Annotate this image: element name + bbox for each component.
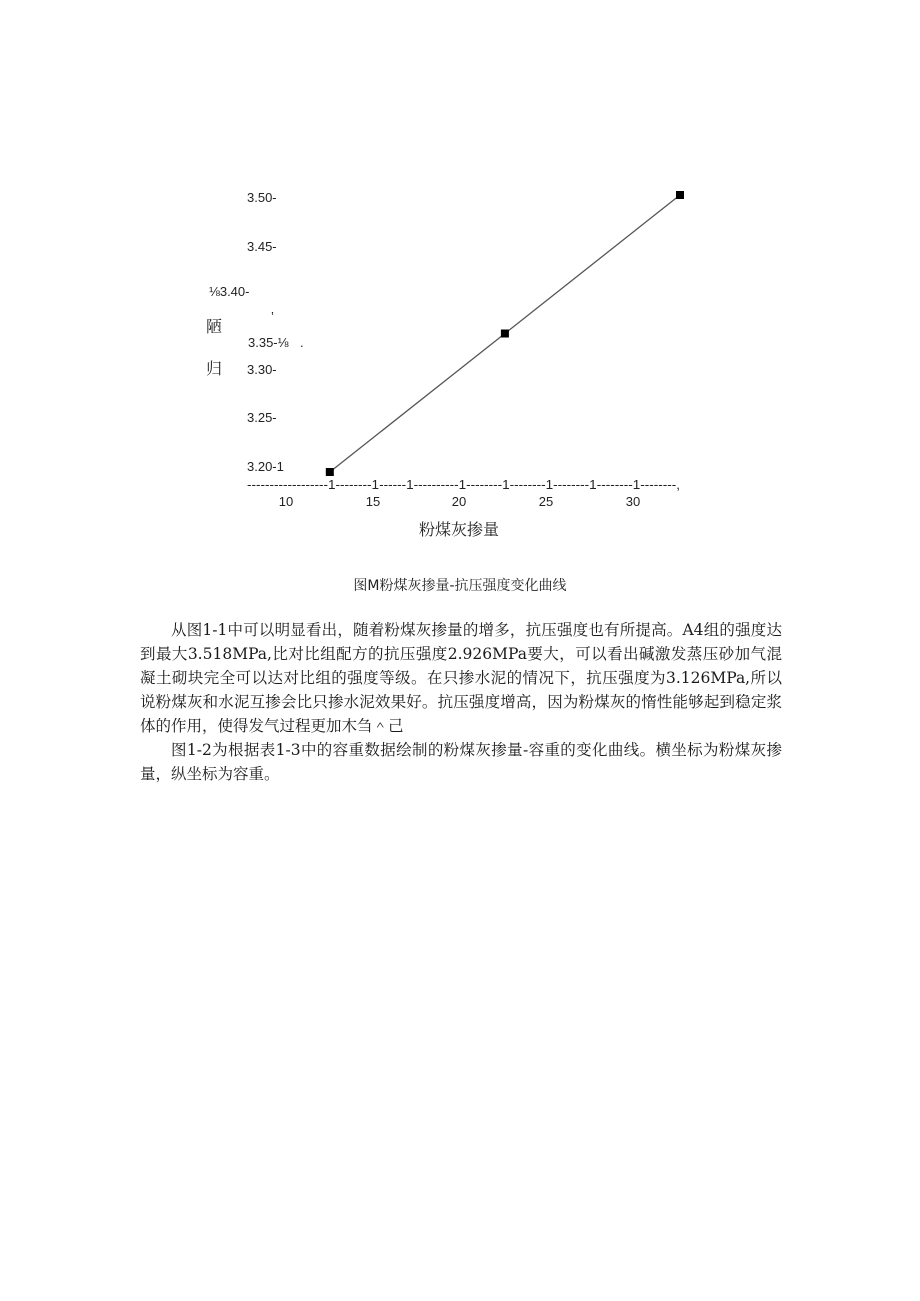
data-point bbox=[676, 191, 684, 199]
x-axis-line: ------------------1--------1------1----------1--------1--------1--------1--------1--------, bbox=[247, 477, 680, 492]
strength-chart bbox=[0, 0, 920, 560]
y-tick-label: 3.20-1 bbox=[247, 459, 284, 474]
stray-mark: ’ bbox=[271, 309, 274, 324]
y-tick-label: 3.30- bbox=[247, 362, 277, 377]
y-tick-label: 3.25- bbox=[247, 410, 277, 425]
y-tick-label: 3.45- bbox=[247, 239, 277, 254]
y-tick-label: ⅛3.40- bbox=[209, 284, 250, 299]
figure-caption: 图M粉煤灰掺量-抗压强度变化曲线 bbox=[353, 578, 567, 594]
body-text bbox=[140, 618, 782, 786]
y-tick-label: 3.35-⅛ bbox=[248, 335, 289, 350]
x-tick-label: 15 bbox=[365, 494, 381, 509]
data-point bbox=[501, 330, 509, 338]
paragraph: 从图1-1中可以明显看出，随着粉煤灰掺量的增多，抗压强度也有所提高。A4组的强度达到最大3.518MPa,比对比组配方的抗压强度2.926MPa要大，可以看出碱激发蒸压砂加气混凝土砌块完全可以达对比组的强度等级。在只掺水泥的情况下，抗压强度为3.126MPa,所以说粉煤灰和水泥互掺会比只掺水泥效果好。抗压强度增高，因为粉煤灰的惰性能够起到稳定浆体的作用，使得发气过程更加木刍＾己 bbox=[140, 621, 782, 735]
stray-mark: . bbox=[300, 335, 304, 350]
y-axis-label-char: 归 bbox=[206, 359, 223, 378]
y-axis-label-char: 陋 bbox=[206, 317, 223, 336]
x-tick-label: 25 bbox=[538, 494, 554, 509]
x-tick-label: 10 bbox=[278, 494, 294, 509]
x-tick-label: 20 bbox=[451, 494, 467, 509]
x-tick-label: 30 bbox=[625, 494, 641, 509]
paragraph: 图1-2为根据表1-3中的容重数据绘制的粉煤灰掺量-容重的变化曲线。横坐标为粉煤灰掺量，纵坐标为容重。 bbox=[140, 741, 782, 783]
y-tick-label: 3.50- bbox=[247, 190, 277, 205]
data-point bbox=[326, 468, 334, 476]
x-axis-label: 粉煤灰掺量 bbox=[418, 520, 500, 539]
